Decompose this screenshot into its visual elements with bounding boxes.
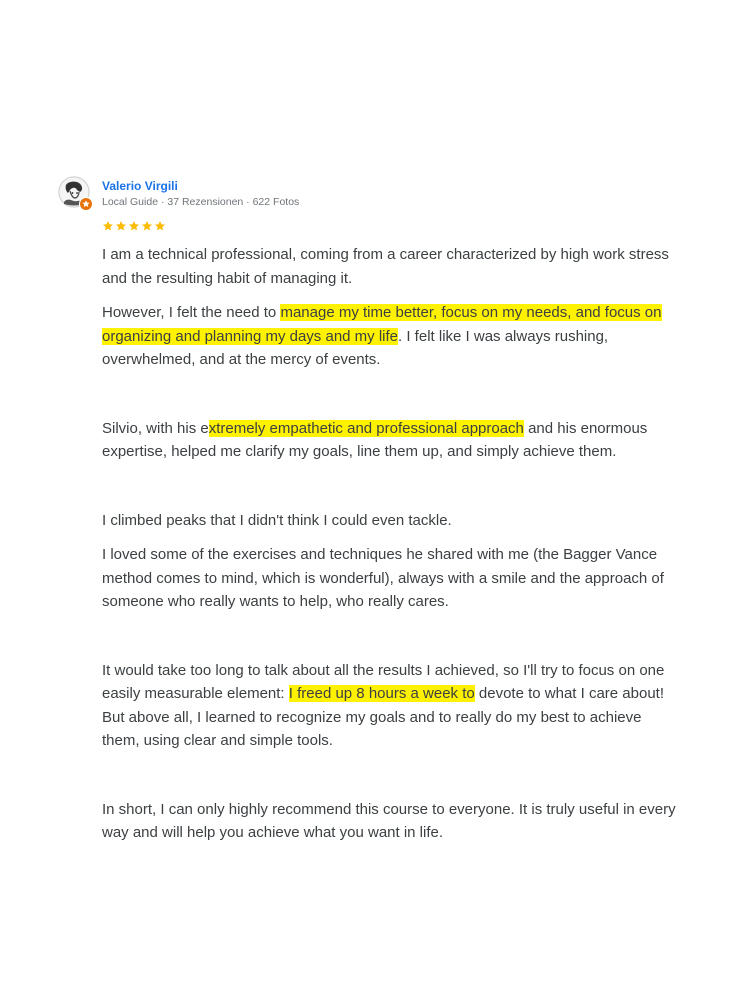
review-paragraph: I am a technical professional, coming from a career characterized by high work stress and the resulting habit of managing it. [102, 246, 669, 287]
author-name[interactable]: Valerio Virgili [102, 179, 178, 193]
star-icon [115, 220, 127, 232]
review-paragraph: I climbed peaks that I didn't think I could even tackle. [102, 511, 452, 529]
author-meta: Local Guide · 37 Rezensionen · 622 Fotos [102, 196, 300, 208]
review-paragraph: Silvio, with his extremely empathetic and professional approach and his enormous expertise, helped me clarify my goals, line them up, and simply achieve them. [102, 419, 648, 460]
review-paragraph: It would take too long to talk about all the results I achieved, so I'll try to focus on one easily measurable element: I freed up 8 hours a week to devote to what I care about! But above all, I learned to recognize my goals and to really do my best to achieve them, using clear and simple tools. [102, 661, 665, 749]
star-icon [141, 220, 153, 232]
review-paragraph: In short, I can only highly recommend this course to everyone. It is truly useful in every way and will help you achieve what you want in life. [102, 800, 676, 841]
author-info [102, 176, 299, 210]
star-icon [154, 220, 166, 232]
author-avatar[interactable] [58, 176, 90, 208]
highlighted-text: I freed up 8 hours a week to [288, 685, 475, 702]
star-icon [102, 220, 114, 232]
local-guide-badge-icon [79, 197, 93, 211]
star-icon [128, 220, 140, 232]
review-card [58, 176, 678, 845]
review-text [102, 243, 677, 845]
highlighted-text: manage my time better, focus on my needs, and focus on organizing and planning my days and my life [102, 304, 662, 345]
review-paragraph: However, I felt the need to manage my time better, focus on my needs, and focus on organizing and planning my days and my life. I felt like I was always rushing, overwhelmed, and at the mercy of events. [102, 304, 662, 368]
highlighted-text: xtremely empathetic and professional approach [208, 419, 524, 437]
star-rating [102, 220, 678, 234]
review-header [58, 176, 678, 210]
review-paragraph: I loved some of the exercises and techniques he shared with me (the Bagger Vance method comes to mind, which is wonderful), always with a smile and the approach of someone who really wants to help, who really cares. [102, 546, 664, 610]
